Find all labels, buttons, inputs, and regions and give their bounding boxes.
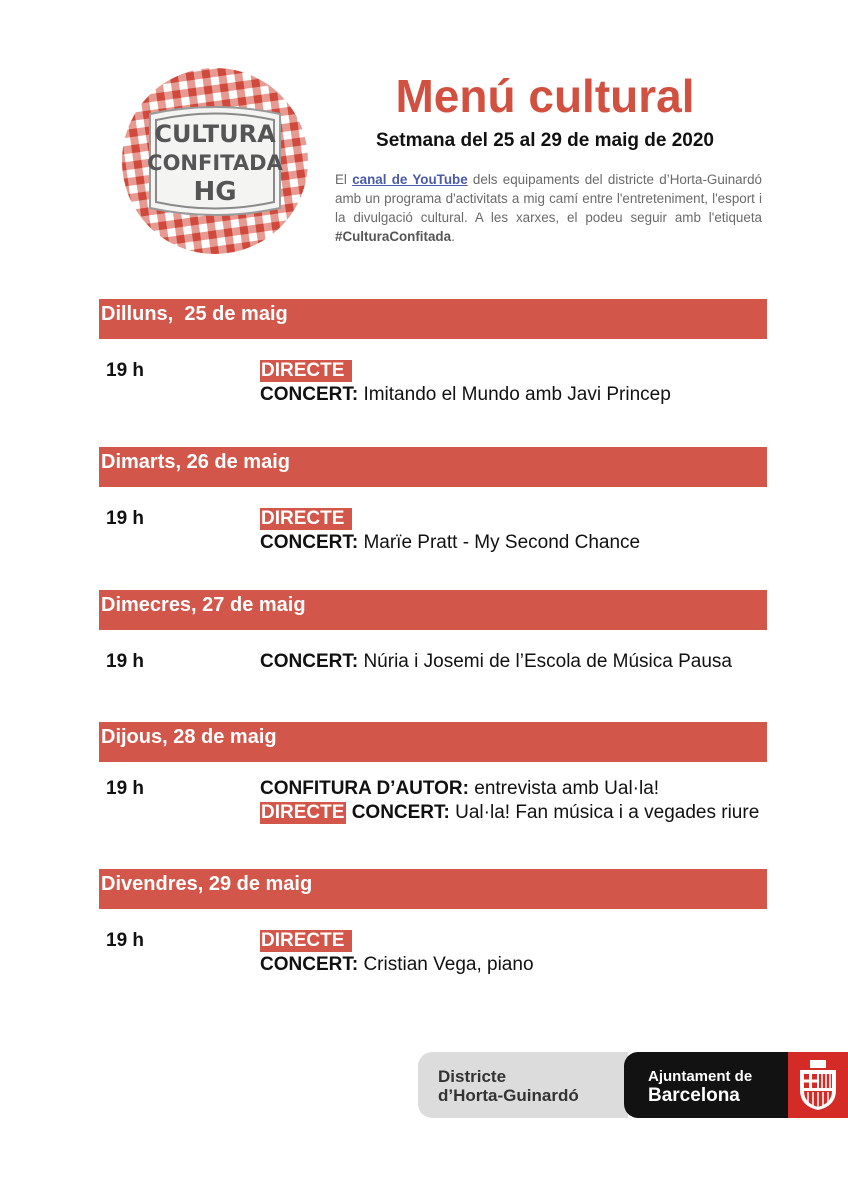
- concert-title: Núria i Josemi de l’Escola de Música Pausa: [358, 651, 733, 672]
- event-time: 19 h: [106, 360, 145, 381]
- day-label: Dimecres, 27 de maig: [101, 594, 306, 616]
- youtube-channel-link[interactable]: canal de YouTube: [352, 172, 468, 187]
- confitura-label: CONFITURA D’AUTOR:: [260, 778, 469, 799]
- district-logo: [418, 1052, 628, 1118]
- concert-label: CONCERT:: [351, 802, 450, 823]
- day-header-friday: [99, 869, 767, 909]
- live-badge: DIRECTE: [260, 360, 352, 382]
- concert-title: Ual·la! Fan música i a vegades riure: [449, 802, 760, 823]
- concert-label: CONCERT:: [260, 532, 359, 553]
- day-label: Dijous, 28 de maig: [101, 726, 277, 748]
- event-description: [260, 650, 760, 674]
- intro-text: dels equipaments del districte d’Horta-Guinardó amb un programa d'activitats a mig camí entre l'entreteniment, l'esport i la divulgació cultural. A les xarxes, el podeu seguir amb l'etiqueta: [335, 172, 762, 225]
- page-title: Menú cultural: [395, 70, 695, 122]
- concert-label: CONCERT:: [260, 384, 359, 405]
- city-line2: Barcelona: [648, 1085, 740, 1106]
- live-badge: DIRECTE: [260, 508, 352, 530]
- cultura-confitada-logo: [120, 66, 310, 256]
- event-description: [260, 777, 760, 825]
- day-header-thursday: [99, 722, 767, 762]
- intro-paragraph: [335, 170, 762, 246]
- city-council-logo: [624, 1052, 794, 1118]
- concert-label: CONCERT:: [260, 954, 359, 975]
- event-time: 19 h: [106, 930, 145, 951]
- logo-line1: CULTURA: [154, 120, 276, 148]
- footer-logos: [418, 1052, 848, 1122]
- day-header-wednesday: [99, 590, 767, 630]
- barcelona-shield-icon: [788, 1052, 848, 1118]
- day-label: Dilluns, 25 de maig: [101, 303, 288, 325]
- logo-line2: CONFITADA: [147, 151, 283, 175]
- event-time: 19 h: [106, 508, 145, 529]
- concert-title: Imitando el Mundo amb Javi Princep: [358, 384, 671, 405]
- intro-prefix: El: [335, 172, 353, 187]
- hashtag: #CulturaConfitada: [335, 229, 452, 244]
- event-description: [260, 359, 760, 407]
- concert-label: CONCERT:: [260, 651, 359, 672]
- day-label: Dimarts, 26 de maig: [101, 451, 290, 473]
- day-header-monday: [99, 299, 767, 339]
- concert-title: Marïe Pratt - My Second Chance: [358, 532, 641, 553]
- event-time: 19 h: [106, 778, 145, 799]
- logo-line3: HG: [193, 177, 237, 207]
- district-line1: Districte: [438, 1067, 507, 1086]
- event-description: [260, 507, 760, 555]
- page-subtitle: Setmana del 25 al 29 de maig de 2020: [376, 130, 714, 151]
- concert-title: Cristian Vega, piano: [358, 954, 534, 975]
- day-header-tuesday: [99, 447, 767, 487]
- event-description: [260, 929, 760, 977]
- intro-suffix: .: [451, 229, 455, 244]
- event-time: 19 h: [106, 651, 145, 672]
- live-badge: DIRECTE: [261, 802, 345, 823]
- confitura-title: entrevista amb Ual·la!: [468, 778, 660, 799]
- city-line1: Ajuntament de: [648, 1068, 753, 1085]
- live-badge: DIRECTE: [260, 930, 352, 952]
- district-line2: d’Horta-Guinardó: [438, 1086, 579, 1105]
- day-label: Divendres, 29 de maig: [101, 873, 313, 895]
- barcelona-shield-area: [788, 1052, 848, 1118]
